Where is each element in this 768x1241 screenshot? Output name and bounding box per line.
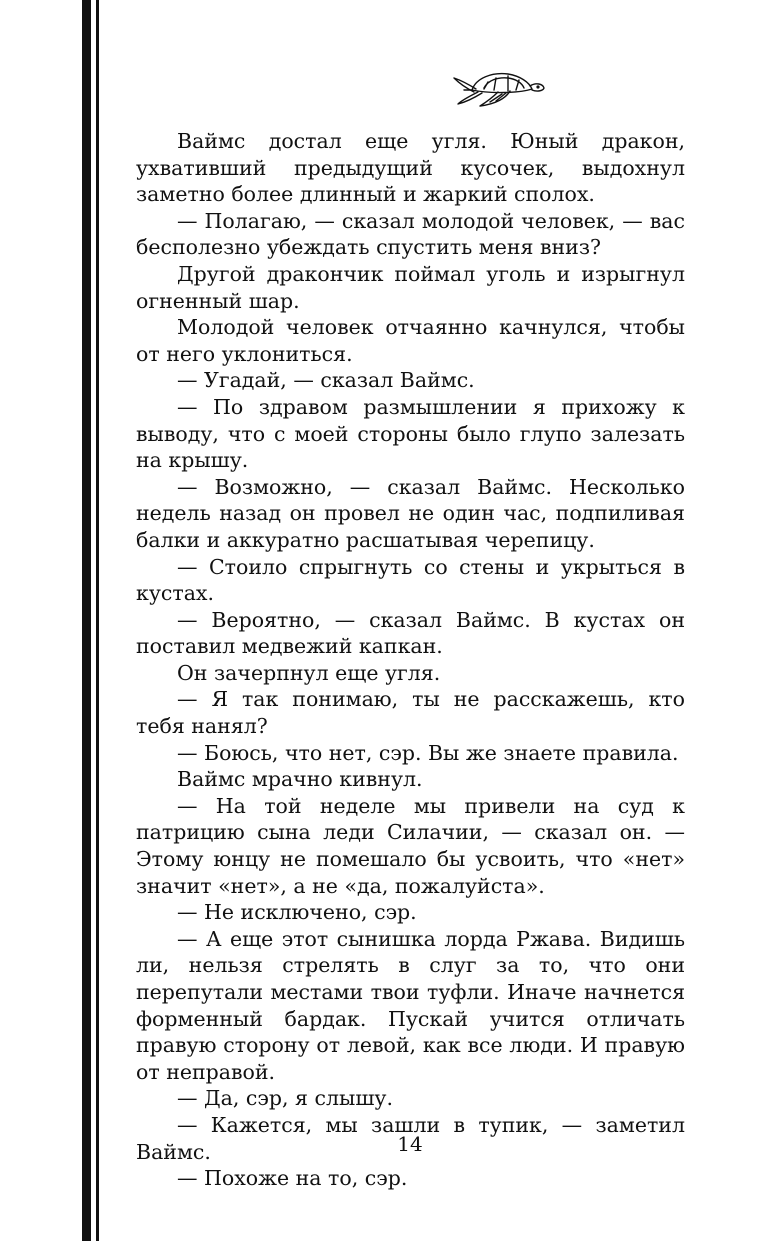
paragraph: — По здравом размышлении я прихожу к выводу, что с моей стороны было глупо залезать на крышу. <box>136 394 685 473</box>
paragraph: — На той неделе мы привели на суд к патрицию сына леди Силачии, — сказал он. — Этому юнцу не помешало бы усвоить, что «нет» значит «нет», а не «да, пожалуйста». <box>136 793 685 898</box>
sea-turtle-icon <box>450 66 546 110</box>
paragraph: Ваймс мрачно кивнул. <box>177 767 423 792</box>
body-text <box>136 128 685 1192</box>
paragraph: — А еще этот сынишка лорда Ржава. Видишь ли, нельзя стрелять в слуг за то, что они перепутали местами твои туфли. Иначе начнется форменный бардак. Пускай учится отличать правую сторону от левой, как все люди. И правую от неправой. <box>136 926 685 1084</box>
margin-rule-thin <box>96 0 99 1241</box>
paragraph: — Я так понимаю, ты не расскажешь, кто тебя нанял? <box>136 687 685 739</box>
paragraph: — Угадай, — сказал Ваймс. <box>177 368 475 393</box>
paragraph: — Полагаю, — сказал молодой человек, — вас бесполезно убеждать спустить меня вниз? <box>136 208 685 260</box>
paragraph: — Кажется, мы зашли в тупик, — заметил Ваймс. <box>136 1112 685 1164</box>
paragraph: Молодой человек отчаянно качнулся, чтобы от него уклониться. <box>136 315 685 366</box>
margin-rule-thick <box>82 0 91 1241</box>
paragraph: — Не исключено, сэр. <box>177 900 417 925</box>
paragraph: — Похоже на то, сэр. <box>177 1166 408 1191</box>
paragraph: — Стоило спрыгнуть со стены и укрыться в кустах. <box>136 554 685 606</box>
paragraph: Он зачерпнул еще угля. <box>177 660 441 685</box>
paragraph: — Возможно, — сказал Ваймс. Несколько недель назад он провел не один час, подпиливая балки и аккуратно расшатывая черепицу. <box>136 474 685 552</box>
page-number: 14 <box>397 1132 423 1156</box>
paragraph: — Да, сэр, я слышу. <box>177 1086 393 1111</box>
paragraph: Другой дракончик поймал уголь и изрыгнул огненный шар. <box>136 261 685 313</box>
paragraph: — Боюсь, что нет, сэр. Вы же знаете правила. <box>177 740 679 765</box>
paragraph: Ваймс достал еще угля. Юный дракон, ухвативший предыдущий кусочек, выдохнул заметно более длинный и жаркий сполох. <box>136 129 685 207</box>
paragraph: — Вероятно, — сказал Ваймс. В кустах он поставил медвежий капкан. <box>136 607 685 659</box>
